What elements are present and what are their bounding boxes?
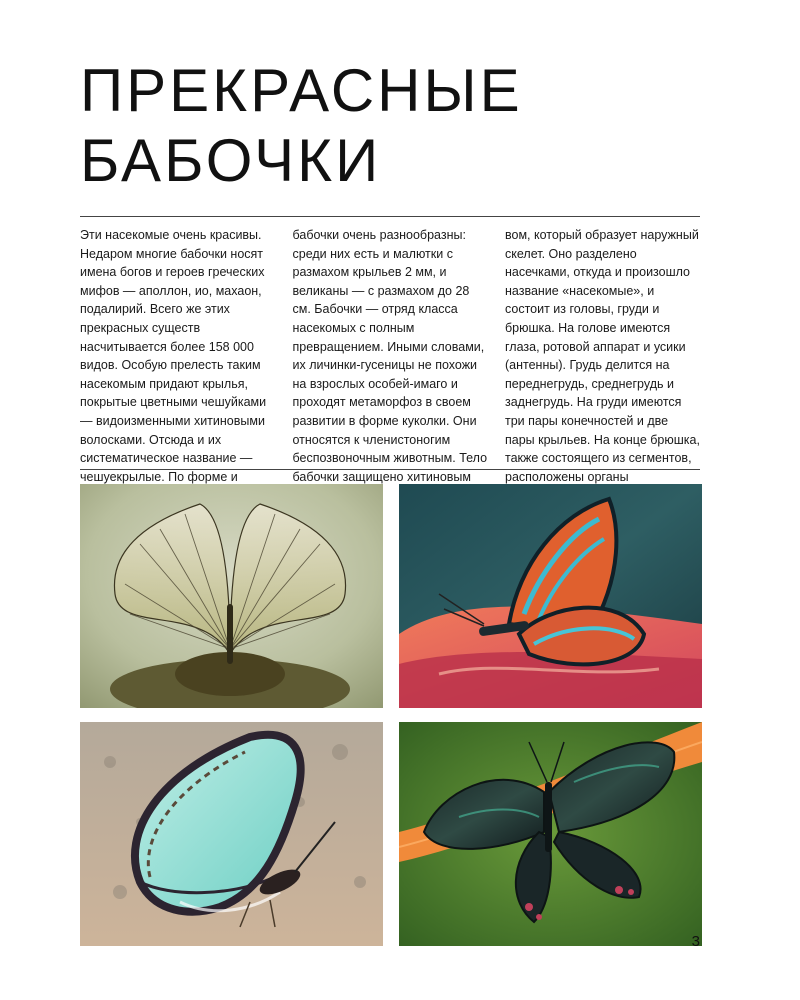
bottom-divider — [80, 469, 700, 470]
page-title — [80, 56, 523, 196]
text-column-3 — [505, 226, 700, 505]
photo-glasswing-butterfly — [80, 484, 383, 708]
top-divider — [80, 216, 700, 217]
body-text — [80, 226, 700, 505]
text-column-1 — [80, 226, 275, 505]
text-column-2 — [293, 226, 488, 505]
page-title-line-2: БАБОЧКИ — [80, 127, 382, 194]
page-number: 3 — [691, 933, 700, 950]
photo-swallowtail-butterfly — [399, 722, 702, 946]
text-column-3-paragraph: вом, который образует наружный скелет. Оно разделено насечками, откуда и произошло название «насекомые», и состоит из головы, груди и брюшка. На голове имеются глаза, ротовой аппарат и усики (антенны). Грудь делится на переднегрудь, среднегрудь и заднегрудь. На груди имеются три пары конечностей и две пары крыльев. На конце брюшка, также состоящего из сегментов, расположены органы — [505, 228, 700, 484]
photo-turquoise-butterfly — [80, 722, 383, 946]
page-title-line-1: ПРЕКРАСНЫЕ — [80, 57, 523, 124]
text-column-2-paragraph: бабочки очень разнообразны: среди них есть и малютки с размахом крыльев 2 мм, и великаны — с размахом до 28 см. Бабочки — отряд класса насекомых с полным превращением. Иными словами, их личинки-гусеницы не похожи на взрослых особей-имаго и проходят метаморфоз в своем развитии в форме куколки. Они относятся к членистоногим беспозвоночным животным. Тело бабочки защищено хитиновым — [292, 228, 488, 484]
photo-blue-orange-butterfly — [399, 484, 702, 708]
text-column-1-paragraph: Эти насекомые очень красивы. Недаром многие бабочки носят имена богов и героев греческих мифов — аполлон, ио, махаон, подалирий. Всего же этих прекрасных существ насчитывается более 158 000 видов. Особую прелесть таким насекомым придают крылья, покрытые цветными чешуйками — видоизменными хитиновыми волосками. Отсюда и их систематическое название — чешуекрылые. По форме и — [80, 228, 267, 484]
